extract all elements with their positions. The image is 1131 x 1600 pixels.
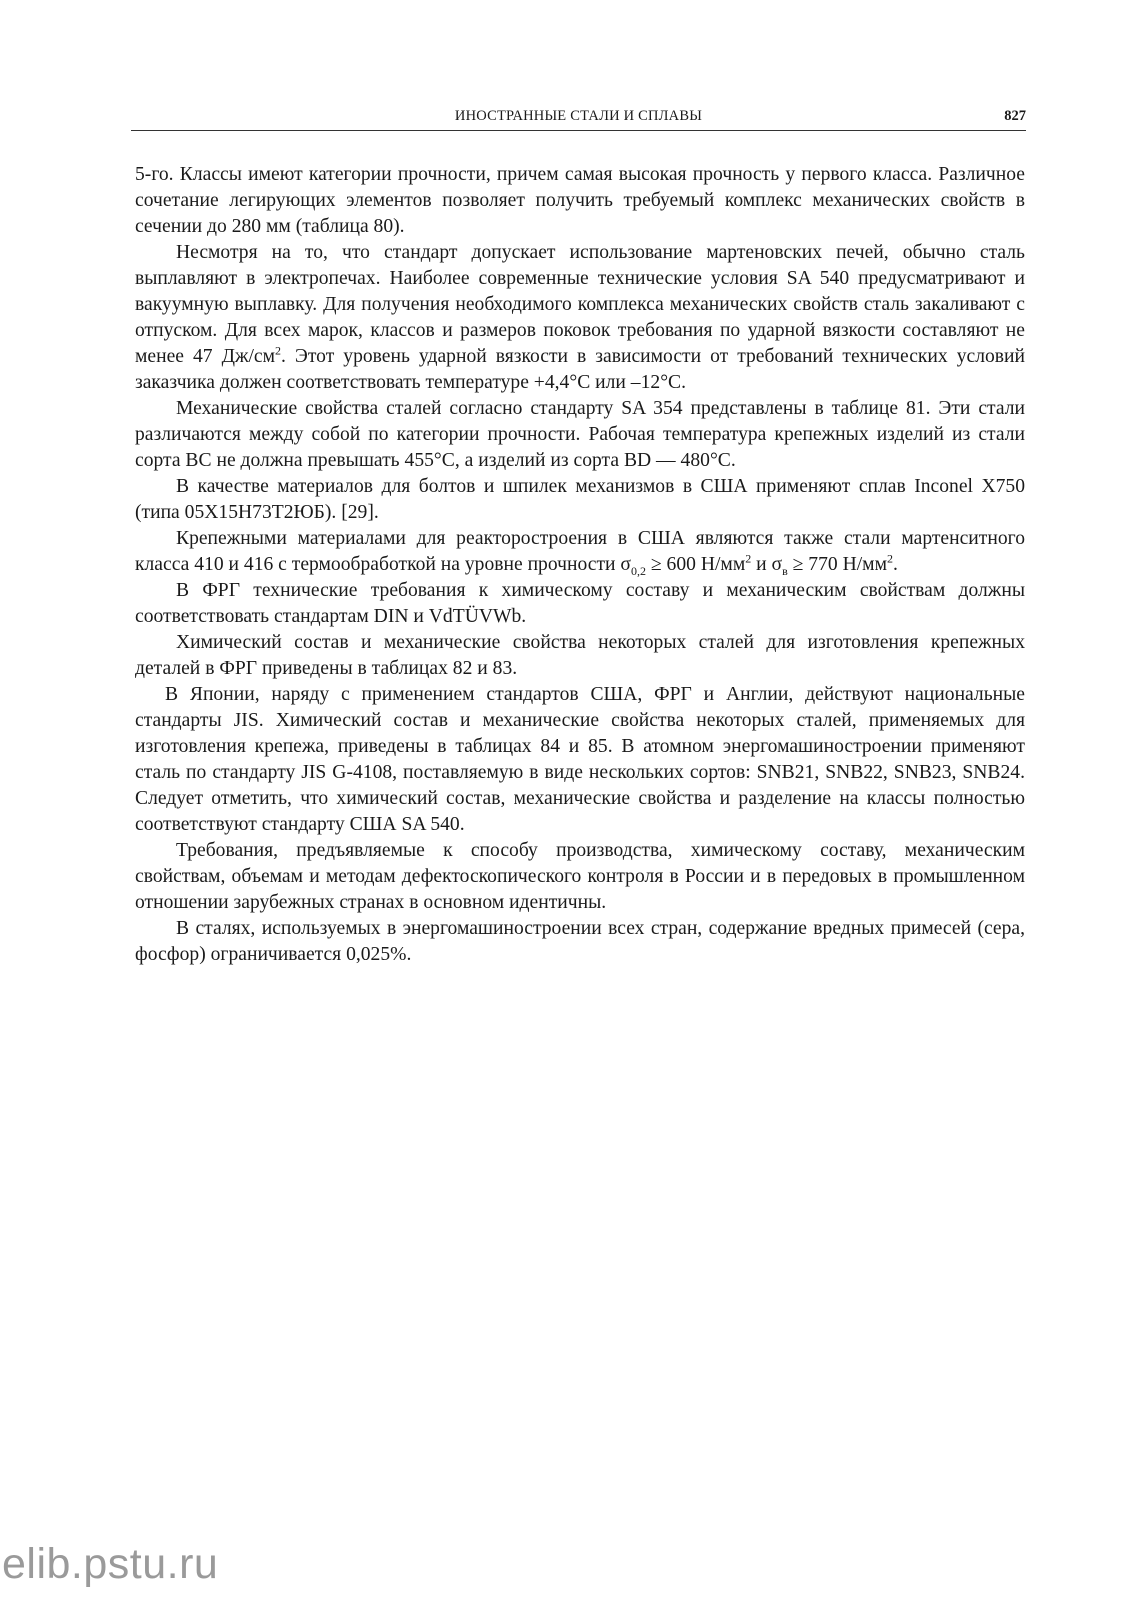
paragraph: Несмотря на то, что стандарт допускает использование мартеновских печей, обычно сталь выплавляют в электропечах. Наиболее современные технические условия SA 540 предусматривают и вакуумную выплавку. Для получения необходимого комплекса механических свойств сталь закаливают с отпуском. Для всех марок, классов и размеров поковок требования по ударной вязкости составляют не менее 47 $Дж/см^2$. Этот уровень ударной вязкости в зависимости от требований технических условий заказчика должен соответствовать температуре +4,4°C или –12°C.	[135, 242, 1026, 393]
paragraph: В Японии, наряду с применением стандартов США, ФРГ и Англии, действуют национальные стандарты JIS. Химический состав и механические свойства некоторых сталей, применяемых для изготовления крепежа, приведены в таблицах 84 и 85. В атомном энергомашиностроении применяют сталь по стандарту JIS G-4108, поставляемую в виде нескольких сортов: SNB21, SNB22, SNB23, SNB24. Следует отметить, что химический состав, механические свойства и разделение на классы полностью соответствуют стандарту США SA 540.	[135, 684, 1025, 835]
paragraph: В качестве материалов для болтов и шпилек механизмов в США применяют сплав Inconel X750 (типа 05Х15Н73Т2ЮБ). [29].	[135, 476, 1025, 523]
page-header	[131, 106, 1026, 131]
paragraph: 5-го. Классы имеют категории прочности, причем самая высокая прочность у первого класса. Различное сочетание легирующих элементов позволяет получить требуемый комплекс механических свойств в сечении до 280 мм (таблица 80).	[135, 164, 1025, 237]
watermark: elib.pstu.ru	[2, 1540, 219, 1588]
page-number: 827	[1004, 108, 1026, 124]
paragraph: Химический состав и механические свойства некоторых сталей для изготовления крепежных деталей в ФРГ приведены в таблицах 82 и 83.	[135, 632, 1025, 679]
paragraph: В сталях, используемых в энергомашиностроении всех стран, содержание вредных примесей (сера, фосфор) ограничивается 0,025%.	[135, 918, 1025, 965]
paragraph: В ФРГ технические требования к химическому составу и механическим свойствам должны соответствовать стандартам DIN и VdTÜVWb.	[135, 580, 1025, 627]
body-text	[135, 162, 1025, 968]
running-title: ИНОСТРАННЫЕ СТАЛИ И СПЛАВЫ	[454, 108, 703, 124]
paragraph: Механические свойства сталей согласно стандарту SA 354 представлены в таблице 81. Эти стали различаются между собой по категории прочности. Рабочая температура крепежных изделий из стали сорта BC не должна превышать 455°C, а изделий из сорта BD — 480°C.	[135, 398, 1025, 471]
paragraph: Крепежными материалами для реакторостроения в США являются также стали мартенситного класса 410 и 416 с термообработкой на уровне прочности $\sigma_{0,2} \ge 600$ $Н/мм^2$ и $\sigma_в \ge 770$ $Н/мм^2$.	[135, 528, 1025, 578]
paragraph: Требования, предъявляемые к способу производства, химическому составу, механическим свойствам, объемам и методам дефектоскопического контроля в России и в передовых в промышленном отношении зарубежных странах в основном идентичны.	[135, 840, 1025, 913]
